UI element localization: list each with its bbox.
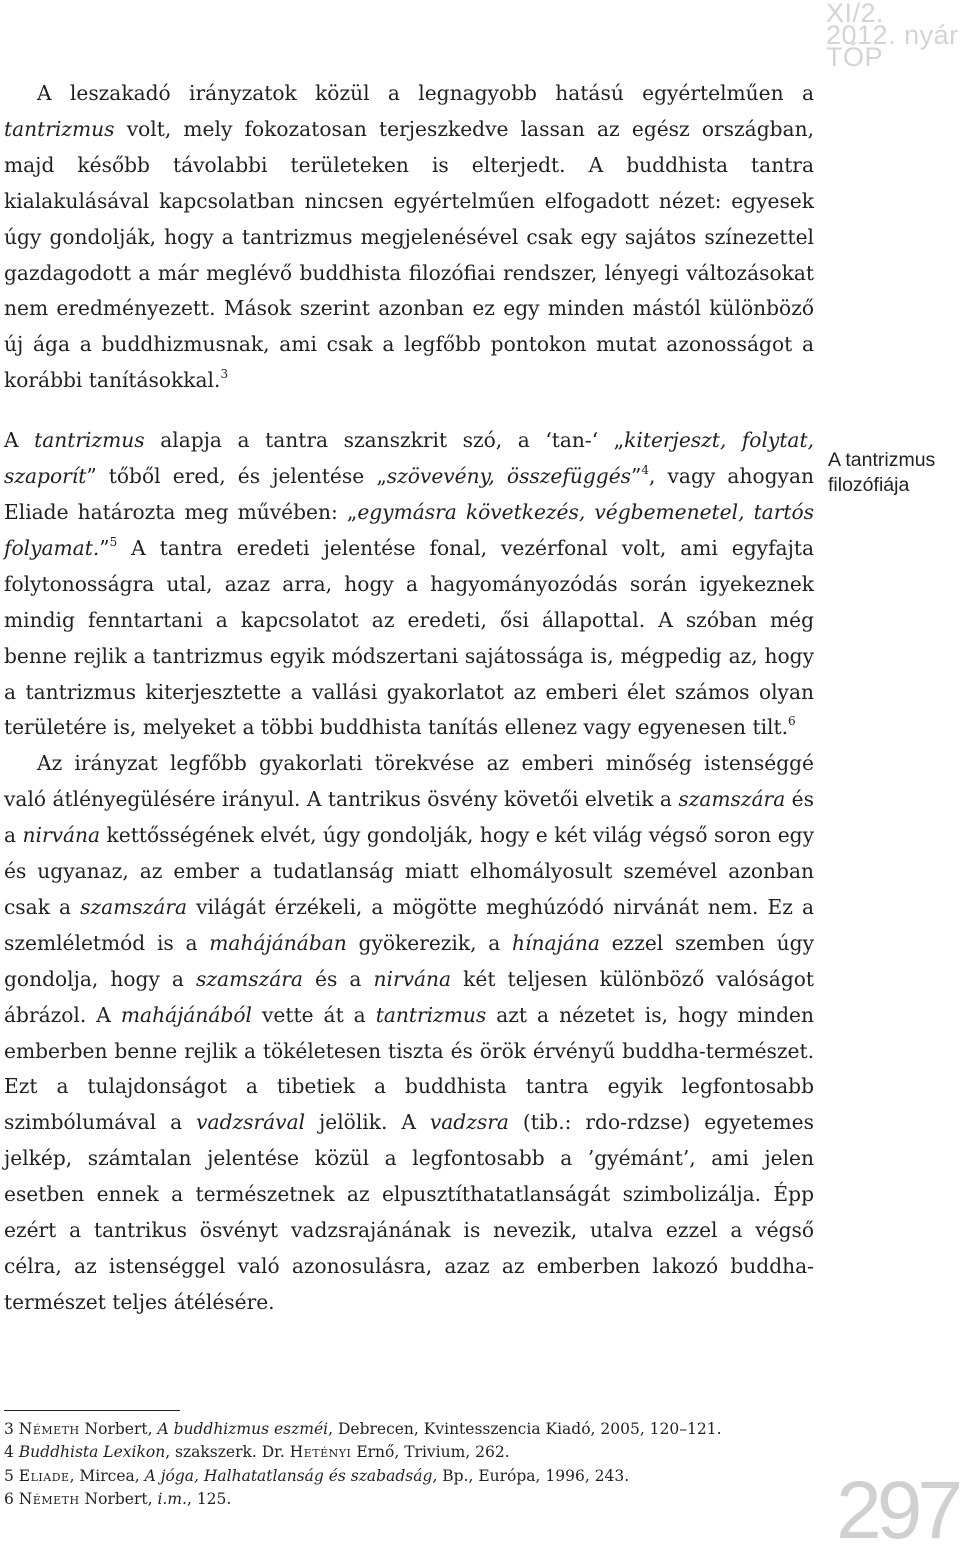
text-run: gyökerezik, a	[346, 930, 513, 955]
italic-term: tantrizmus	[375, 1002, 487, 1027]
italic-term: mahájánában	[209, 930, 347, 955]
text-run: , Mircea,	[69, 1466, 145, 1485]
article-body	[4, 76, 814, 1321]
text-run: Bp., Európa, 1996, 243.	[437, 1466, 630, 1485]
italic-term: nirvána	[373, 966, 452, 991]
paragraph-tantra-meaning	[4, 423, 814, 746]
paragraph-tantrizmus-spread	[4, 76, 814, 399]
italic-term: nirvána	[22, 823, 101, 848]
season-label: 2012. nyár	[826, 20, 959, 50]
text-run: jelölik. A	[305, 1110, 430, 1135]
text-run: 5	[4, 1466, 19, 1485]
text-run: és a	[302, 966, 374, 991]
text-run: alapja a tantra szanszkrit szó, a ‘tan-‘ „	[144, 428, 625, 453]
text-run: A tantra eredeti jelentése fonal, vezérfonal volt, ami egyfajta folytonosságra utal, azaz arra, hogy a hagyományozódás során igyekeznek mindig fenntartani a kapcsolatot az eredeti, ősi állapottal. A szóban még benne rejlik a tantrizmus egyik módszertani sajátossága is, mégpedig az, hogy a tantrizmus kiterjesztette a vallási gyakorlatot az emberi élet számos olyan területére is, melyeket a többi buddhista tanítás ellenez vagy egyenesen tilt.	[4, 535, 814, 740]
footnote-ref[interactable]: 6	[788, 714, 796, 729]
author-surname: Németh	[18, 1420, 80, 1438]
text-run: és a	[4, 787, 814, 848]
text-run: , szakszerk. Dr.	[165, 1443, 290, 1462]
text-run: azt a nézetet is, hogy minden emberben benne rejlik a tökéletesen tiszta és örök érvényű buddha-természet. Ezt a tulajdonságot a tibetiek a buddhista tantra egyik legfontosabb szimbólumával a	[4, 1002, 814, 1135]
text-run: Norbert,	[79, 1420, 158, 1438]
text-run: ”	[99, 535, 110, 560]
footnote-ref[interactable]: 3	[220, 367, 229, 382]
footnote-ref[interactable]: 4	[641, 463, 649, 478]
text-run: , vagy ahogyan Eliade határozta meg művében: „	[4, 464, 814, 524]
text-run: ” tőből ered, és jelentése „	[86, 464, 387, 489]
text-run: Ernő, Trivium, 262.	[351, 1443, 510, 1462]
author-surname: Németh	[18, 1490, 80, 1509]
text-run: A leszakadó irányzatok közül a legnagyobb hatású egyértelműen a	[37, 81, 814, 105]
book-title: Buddhista Lexikon	[18, 1443, 166, 1462]
footnote-ref[interactable]: 5	[109, 534, 118, 549]
italic-term: szamszára	[678, 787, 786, 812]
text-run: volt, mely fokozatosan terjeszkedve lassan az egész országban, majd később távolabbi területeken is elterjedt. A buddhista tantra kialakulásával kapcsolatban nincsen egyértelműen elfogadott nézet: egyesek úgy gondolják, hogy a tantrizmus megjelenésével csak egy sajátos színezettel gazdagodott a már meglévő buddhista filozófiai rendszer, lényegi változásokat nem eredményezett. Mások szerint azonban ez egy minden mástól különböző új ága a buddhizmusnak, ami csak a legfőbb pontokon mutat azonosságot a korábbi tanításokkal.	[4, 116, 814, 393]
footnote-6	[4, 1488, 814, 1511]
italic-term: tantrizmus	[34, 428, 145, 453]
text-run: 3	[4, 1420, 19, 1438]
book-title: A buddhizmus eszméi	[157, 1420, 329, 1438]
paragraph-practical-aim	[4, 746, 814, 1321]
book-title: i.m.	[157, 1490, 187, 1509]
text-run: , Debrecen, Kvintesszencia Kiadó, 2005, 120–121.	[328, 1420, 722, 1438]
italic-term: szövevény, összefüggés	[386, 464, 631, 489]
text-run: Norbert,	[79, 1490, 158, 1509]
footnote-divider	[4, 1410, 180, 1411]
italic-term: kiterjeszt, folytat, szaporít	[4, 428, 815, 489]
sidebar-section-title: A tantrizmus filozófiája	[828, 449, 936, 496]
text-run: két teljesen különböző valóságot ábrázol. A	[4, 966, 815, 1027]
italic-term: tantrizmus	[4, 116, 115, 141]
italic-term: szamszára	[80, 894, 188, 919]
italic-term: mahájánából	[120, 1002, 252, 1027]
text-run: , 125.	[186, 1490, 232, 1509]
italic-term: vadzsra	[429, 1110, 509, 1135]
author-surname: Eliade	[18, 1466, 70, 1485]
footnotes	[4, 1418, 814, 1512]
book-title: A jóga, Halhatatlanság és szabadság,	[144, 1466, 438, 1485]
text-run: vette át a	[252, 1002, 376, 1027]
running-header	[826, 0, 959, 72]
text-run: ”	[631, 464, 642, 489]
text-run: Az irányzat legfőbb gyakorlati törekvése az emberi minőség istenséggé való átlényegülésére irányul. A tantrikus ösvény követői elvetik a	[4, 751, 814, 812]
italic-term: hínajána	[512, 930, 600, 955]
text-run: ezzel szemben úgy gondolja, hogy a	[4, 930, 814, 991]
italic-term: szamszára	[196, 966, 303, 991]
journal-label: TÓP	[826, 42, 884, 72]
italic-term: egymásra következés, végbemenetel, tartós folyamat.	[4, 499, 814, 560]
issue-label: XI/2.	[826, 0, 885, 28]
text-run: (tib.: rdo-rdzse) egyetemes jelkép, számtalan jelentése közül a legfontosabb a ’gyémánt’, ami jelen esetben ennek a természetnek az elpusztíthatatlanságát szimbolizálja. Épp ezért a tantrikus ösvényt vadzsrajánának is nevezik, utalva ezzel a végső célra, az istenséggel való azonosulásra, azaz az emberben lakozó buddha-természet teljes átélésére.	[4, 1110, 814, 1314]
footnote-4	[4, 1441, 814, 1464]
text-run: világát érzékeli, a mögötte meghúzódó nirvánát nem. Ez a szemléletmód is a	[4, 894, 814, 955]
footnote-5	[4, 1465, 814, 1488]
text-run: kettősségének elvét, úgy gondolják, hogy e két világ végső soron egy és ugyanaz, az ember a tudatlanság miatt elhomályosult szemével azonban csak a	[4, 823, 814, 919]
text-run: A	[4, 428, 35, 453]
footnote-3	[4, 1418, 814, 1441]
author-surname: Hetényi	[289, 1443, 352, 1462]
italic-term: vadzsrával	[196, 1110, 306, 1135]
text-run: 4	[4, 1443, 19, 1462]
page-number: 297	[836, 1465, 958, 1556]
text-run: 6	[4, 1490, 19, 1509]
